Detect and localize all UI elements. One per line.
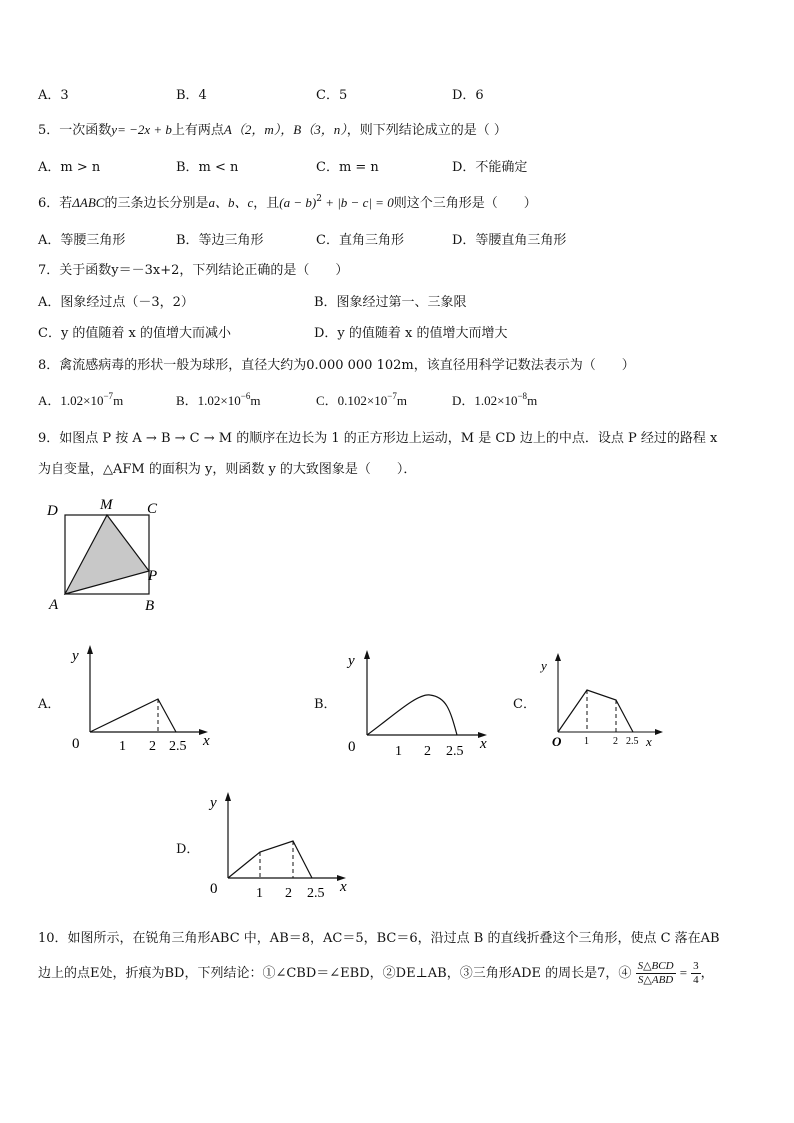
graph-c-label: C． (513, 697, 536, 712)
origin-label: O (552, 734, 562, 749)
graph-b-curve (367, 695, 457, 735)
tick-1: 1 (256, 886, 263, 901)
q5-stem: 5．一次函数y= −2x + b上有两点A（2，m），B（3，n），则下列结论成立的是（ ） (38, 122, 507, 138)
q10-stem-line2: 边上的点E处，折痕为BD，下列结论：①∠CBD＝∠EBD，②DE⊥AB，③三角形ADE 的周长是7，④ $\frac{\text{S△BCD}}{\text{S△ABD}}$ = $\frac{3}{4}$ ， (38, 960, 714, 986)
tick-2: 2 (613, 736, 618, 747)
origin-label: 0 (348, 739, 356, 755)
label-c: C (147, 501, 158, 517)
ratio-value-fraction: $\frac{3}{4}$ (693, 960, 699, 986)
x-arrow (655, 729, 663, 735)
y-arrow (87, 645, 93, 654)
area-ratio-fraction: $\frac{\text{S△BCD}}{\text{S△ABD}}$ (637, 960, 674, 986)
graph-c (536, 650, 676, 750)
graph-d (203, 787, 363, 902)
graph-a-label: A． (38, 697, 61, 712)
q7-stem: 7．关于函数y＝－3x+2，下列结论正确的是（ ） (38, 263, 349, 278)
triangle-afm (65, 515, 149, 594)
label-m: M (100, 497, 113, 513)
tick-2: 2 (149, 739, 156, 754)
q7-option-a: A．图象经过点（－3，2） (38, 295, 194, 310)
label-p: P (148, 568, 158, 584)
tick-2-5: 2.5 (307, 886, 325, 901)
tick-2: 2 (285, 886, 292, 901)
origin-label: 0 (210, 881, 218, 897)
tick-2-5: 2.5 (169, 739, 187, 754)
q7-option-d: D．y 的值随着 x 的值增大而增大 (314, 326, 508, 341)
graph-d-label: D． (176, 842, 200, 857)
tick-1: 1 (395, 744, 402, 759)
tick-2: 2 (424, 744, 431, 759)
label-b: B (145, 598, 155, 614)
y-arrow (364, 650, 370, 659)
q6-option-a: A．等腰三角形 (38, 233, 126, 248)
origin-label: 0 (72, 736, 80, 752)
q4-option-b: B．4 (176, 88, 207, 103)
q10-stem-line1: 10．如图所示，在锐角三角形ABC 中，AB＝8，AC＝5，BC＝6，沿过点 B 的直线折叠这个三角形，使点 C 落在AB (38, 931, 720, 946)
q6-option-d: D．等腰直角三角形 (452, 233, 567, 248)
q4-option-d: D．6 (452, 88, 484, 103)
q6-stem: 6．若ΔABC的三条边长分别是a、b、c，且$(a - b)^2 + |b - c| = 0$则这个三角形是（ ） (38, 194, 537, 211)
graph-b (342, 645, 502, 760)
axis-y-label: y (541, 658, 547, 673)
axis-x-label: x (480, 736, 487, 752)
label-a: A (49, 597, 59, 613)
q8-option-d: D．$1.02\times 10^{-8}m$ (452, 391, 538, 408)
axis-x-label: x (340, 879, 347, 895)
tick-1: 1 (119, 739, 126, 754)
q5-option-d: D．不能确定 (452, 160, 528, 175)
q6-option-b: B．等边三角形 (176, 233, 264, 248)
q9-square-figure (40, 495, 180, 620)
q8-stem: 8．禽流感病毒的形状一般为球形，直径大约为0.000 000 102m，该直径用科学记数法表示为（ ） (38, 358, 635, 373)
q9-stem-line2: 为自变量，△AFM 的面积为 y，则函数 y 的大致图象是（ ）． (38, 462, 417, 477)
q5-option-a: A．m > n (38, 160, 101, 175)
axis-x-label: x (203, 733, 210, 749)
q8-option-c: C．$0.102\times 10^{-7}m$ (316, 391, 407, 408)
graph-a-curve (90, 699, 176, 732)
q4-option-a: A．3 (38, 88, 69, 103)
graph-c-curve (558, 690, 633, 732)
q7-option-b: B．图象经过第一、三象限 (314, 295, 467, 310)
axis-y-label: y (348, 653, 355, 669)
q5-option-b: B．m < n (176, 160, 239, 175)
axis-y-label: y (72, 648, 79, 664)
graph-d-curve (228, 841, 312, 878)
graph-a (65, 640, 225, 755)
graph-b-label: B． (314, 697, 337, 712)
y-arrow (555, 653, 561, 661)
tick-1: 1 (584, 736, 589, 747)
axis-x-label: x (646, 734, 652, 749)
q9-stem-line1: 9．如图点 P 按 A → B → C → M 的顺序在边长为 1 的正方形边上运动，M 是 CD 边上的中点．设点 P 经过的路程 x (38, 431, 718, 446)
q7-option-c: C．y 的值随着 x 的值增大而减小 (38, 326, 232, 341)
q6-option-c: C．直角三角形 (316, 233, 404, 248)
q5-option-c: C．m = n (316, 160, 379, 175)
q8-option-b: B．$1.02\times 10^{-6}m$ (176, 391, 261, 408)
label-d: D (47, 503, 58, 519)
tick-2-5: 2.5 (626, 736, 639, 747)
tick-2-5: 2.5 (446, 744, 464, 759)
y-arrow (225, 792, 231, 801)
q8-option-a: A．$1.02\times 10^{-7}m$ (38, 391, 124, 408)
q4-option-c: C．5 (316, 88, 348, 103)
axis-y-label: y (210, 795, 217, 811)
